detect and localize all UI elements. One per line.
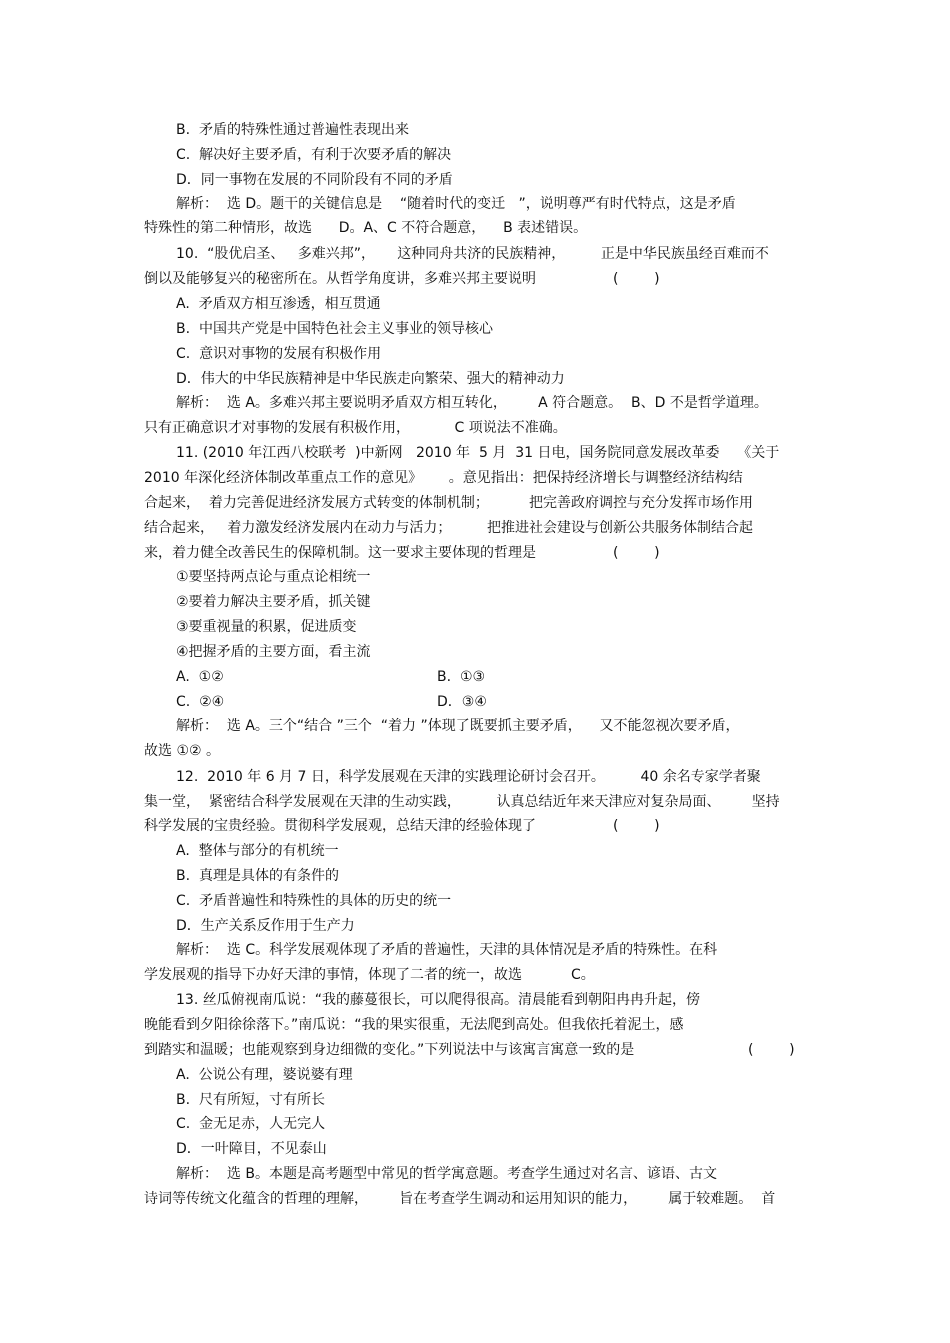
text-line: 诗词等传统文化蕴含的哲理的理解， 旨在考查学生调动和运用知识的能力， 属于较难题。 首	[144, 1191, 776, 1207]
text-line: ①要坚持两点论与重点论相统一	[176, 569, 371, 585]
answer-blank: ( )	[613, 545, 660, 561]
text-line: 解析： 选 A。三个“结合 ”三个 “着力 ”体现了既要抓主要矛盾， 又不能忽视次要矛盾，	[176, 718, 740, 734]
text-line: B. 中国共产党是中国特色社会主义事业的领导核心	[176, 321, 493, 337]
text-line: 解析： 选 C。科学发展观体现了矛盾的普遍性，天津的具体情况是矛盾的特殊性。在科	[176, 942, 718, 958]
text-line: ②要着力解决主要矛盾，抓关键	[176, 594, 371, 610]
text-line: 科学发展的宝贵经验。贯彻科学发展观，总结天津的经验体现了	[144, 818, 536, 834]
text-line: 10. “股优启圣、 多难兴邦”， 这种同舟共济的民族精神， 正是中华民族虽经百难而不	[176, 246, 769, 262]
text-line: 只有正确意识才对事物的发展有积极作用， C 项说法不准确。	[144, 420, 567, 436]
text-line: C. 矛盾普遍性和特殊性的具体的历史的统一	[176, 893, 452, 909]
text-line: C. 意识对事物的发展有积极作用	[176, 346, 382, 362]
text-line: B. 矛盾的特殊性通过普遍性表现出来	[176, 122, 409, 138]
text-line: C. 解决好主要矛盾，有利于次要矛盾的解决	[176, 147, 452, 163]
text-line: D．伟大的中华民族精神是中华民族走向繁荣、强大的精神动力	[176, 371, 565, 387]
text-line: 到踏实和温暖；也能观察到身边细微的变化。”下列说法中与该寓言寓意一致的是	[144, 1042, 635, 1058]
text-line: A. ①②	[176, 669, 224, 685]
text-line: D．同一事物在发展的不同阶段有不同的矛盾	[176, 172, 453, 188]
text-line: 合起来， 着力完善促进经济发展方式转变的体制机制； 把完善政府调控与充分发挥市场作用	[144, 495, 753, 511]
text-line: B. 尺有所短，寸有所长	[176, 1092, 325, 1108]
text-line: ③要重视量的积累，促进质变	[176, 619, 357, 635]
text-line: D．一叶障目，不见泰山	[176, 1141, 327, 1157]
text-line: C. ②④	[176, 694, 225, 710]
text-line: D．③④	[437, 694, 487, 710]
text-line: 结合起来， 着力激发经济发展内在动力与活力； 把推进社会建设与创新公共服务体制结合起	[144, 520, 753, 536]
text-line: 倒以及能够复兴的秘密所在。从哲学角度讲，多难兴邦主要说明	[144, 271, 536, 287]
text-line: 解析： 选 D。题干的关键信息是 “随着时代的变迁 ”，说明尊严有时代特点，这是矛盾	[176, 196, 736, 212]
text-line: A. 矛盾双方相互渗透，相互贯通	[176, 296, 381, 312]
text-line: C. 金无足赤，人无完人	[176, 1116, 326, 1132]
text-line: A. 公说公有理，婆说婆有理	[176, 1067, 353, 1083]
text-line: 2010 年深化经济体制改革重点工作的意见》 。意见指出：把保持经济增长与调整经济结构结	[144, 470, 743, 486]
text-line: B. 真理是具体的有条件的	[176, 868, 339, 884]
answer-blank: ( )	[748, 1042, 795, 1058]
text-line: A. 整体与部分的有机统一	[176, 843, 339, 859]
text-line: 解析： 选 A。多难兴邦主要说明矛盾双方相互转化， A 符合题意。 B、D 不是哲学道理。	[176, 395, 768, 411]
text-line: B. ①③	[437, 669, 486, 685]
text-line: 12. 2010 年 6 月 7 日，科学发展观在天津的实践理论研讨会召开。 40 余名专家学者聚	[176, 769, 761, 785]
text-line: 13. 丝瓜俯视南瓜说：“我的藤蔓很长，可以爬得很高。清晨能看到朝阳冉冉升起，傍	[176, 992, 700, 1008]
text-line: 集一堂， 紧密结合科学发展观在天津的生动实践， 认真总结近年来天津应对复杂局面、 坚持	[144, 794, 780, 810]
answer-blank: ( )	[613, 271, 660, 287]
text-line: 11. (2010 年江西八校联考 )中新网 2010 年 5 月 31 日电，国务院同意发展改革委 《关于	[176, 445, 780, 461]
answer-blank: ( )	[613, 818, 660, 834]
text-line: 学发展观的指导下办好天津的事情，体现了二者的统一，故选 C。	[144, 967, 595, 983]
text-line: 晚能看到夕阳徐徐落下。”南瓜说：“我的果实很重，无法爬到高处。但我依托着泥土，感	[144, 1017, 684, 1033]
text-line: D．生产关系反作用于生产力	[176, 918, 355, 934]
text-line: 特殊性的第二种情形，故选 D。A、C 不符合题意， B 表述错误。	[144, 220, 588, 236]
text-line: 来，着力健全改善民生的保障机制。这一要求主要体现的哲理是	[144, 545, 536, 561]
text-line: 解析： 选 B。本题是高考题型中常见的哲学寓意题。考查学生通过对名言、谚语、古文	[176, 1166, 717, 1182]
text-line: 故选 ①② 。	[144, 743, 221, 759]
text-line: ④把握矛盾的主要方面，看主流	[176, 644, 371, 660]
